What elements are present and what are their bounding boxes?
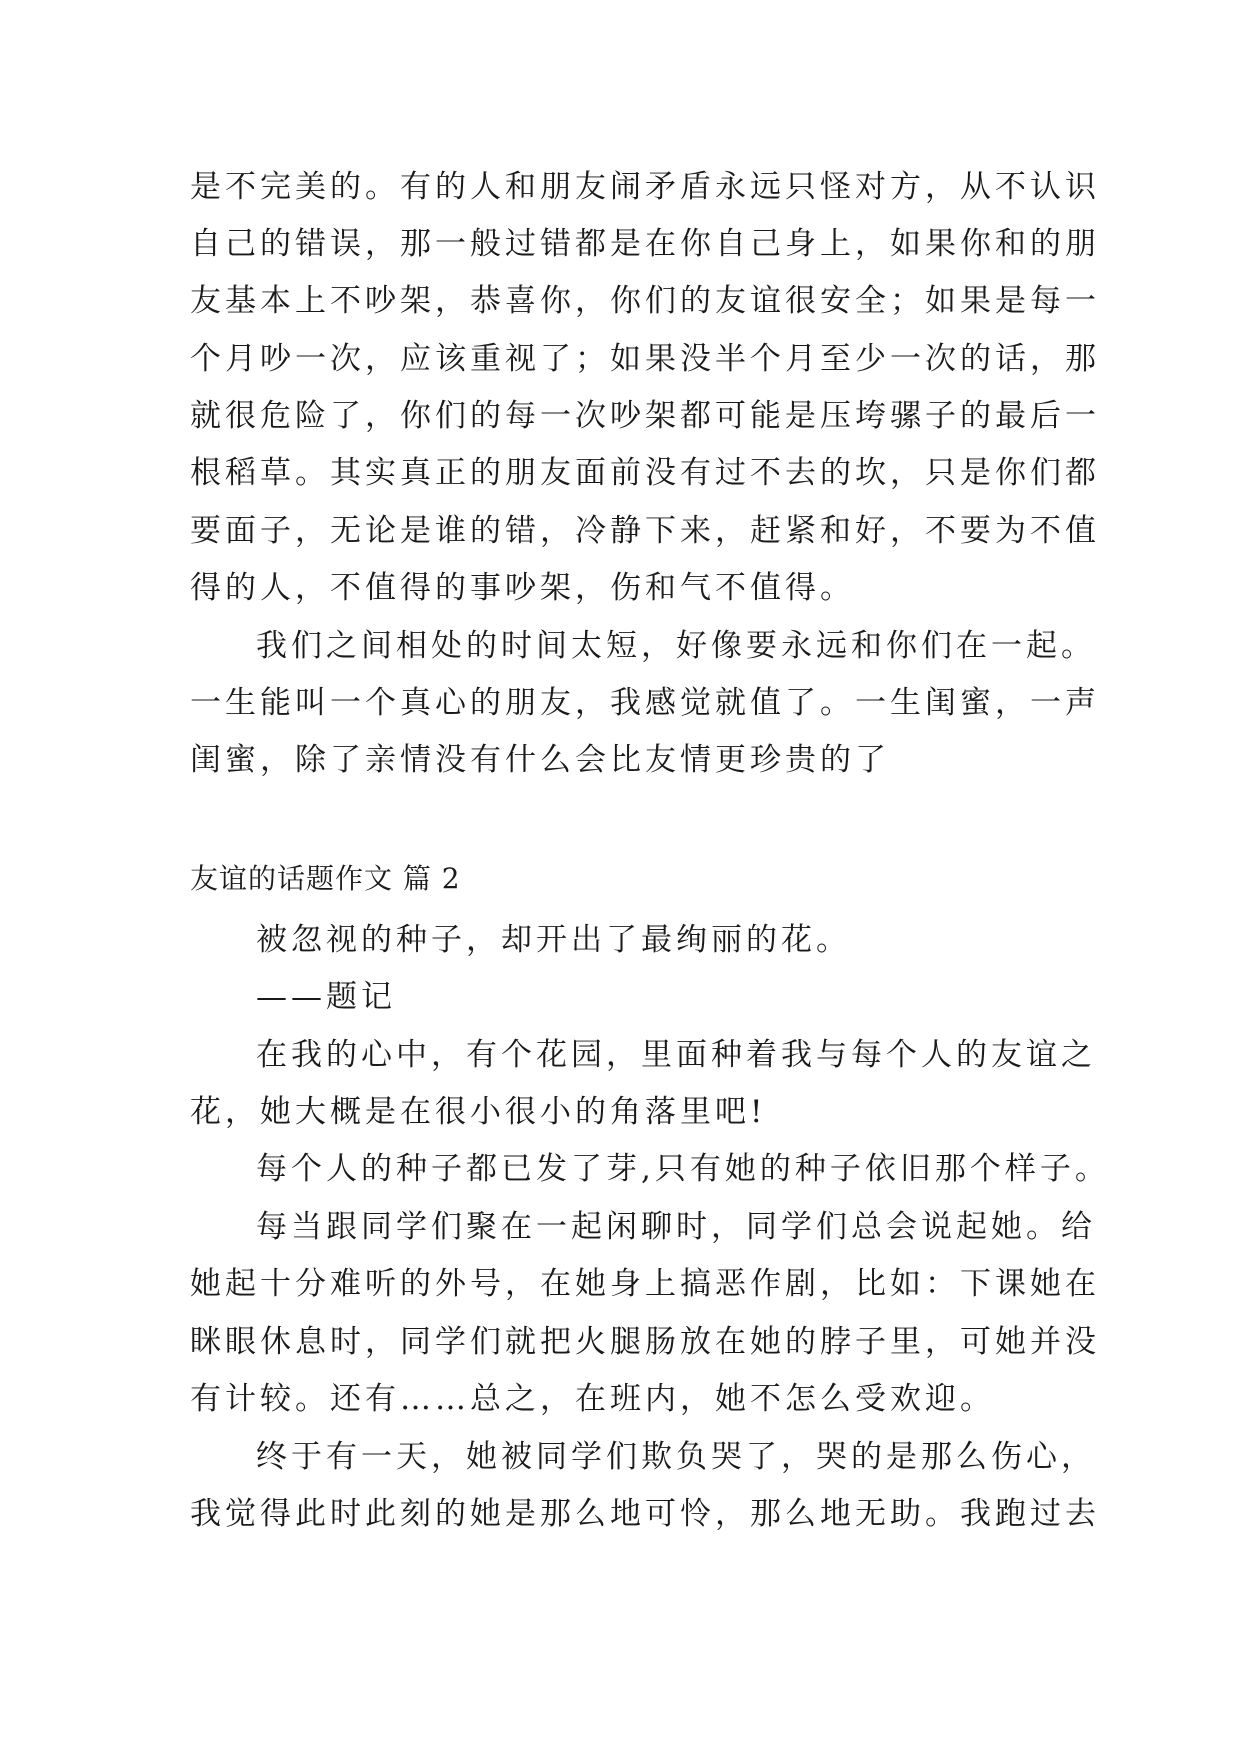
paragraph-line: 闺蜜，除了亲情没有什么会比友情更珍贵的了 [190, 742, 890, 778]
paragraph-line: 得的人，不值得的事吵架，伤和气不值得。 [190, 570, 855, 606]
paragraph-line: 根稻草。其实真正的朋友面前没有过不去的坎，只是你们都 [190, 455, 1100, 491]
paragraph-line: 终于有一天，她被同学们欺负哭了，哭的是那么伤心， [256, 1439, 1096, 1475]
paragraph-line: 就很危险了，你们的每一次吵架都可能是压垮骡子的最后一 [190, 398, 1100, 434]
paragraph-line: 我们之间相处的时间太短，好像要永远和你们在一起。 [256, 628, 1096, 664]
section-title: 友谊的话题作文 篇 2 [190, 862, 461, 895]
paragraph-line: 在我的心中，有个花园，里面种着我与每个人的友谊之 [256, 1037, 1096, 1073]
paragraph-line: 每个人的种子都已发了芽,只有她的种子依旧那个样子。 [256, 1151, 1110, 1187]
paragraph-line: ——题记 [256, 979, 396, 1015]
paragraph-line: 友基本上不吵架，恭喜你，你们的友谊很安全；如果是每一 [190, 283, 1100, 319]
paragraph-line: 每当跟同学们聚在一起闲聊时，同学们总会说起她。给 [256, 1209, 1096, 1245]
paragraph-line: 一生能叫一个真心的朋友，我感觉就值了。一生闺蜜，一声 [190, 685, 1100, 721]
paragraph-line: 花，她大概是在很小很小的角落里吧! [190, 1094, 767, 1130]
paragraph-line: 她起十分难听的外号，在她身上搞恶作剧，比如：下课她在 [190, 1266, 1100, 1302]
paragraph-line: 眯眼休息时，同学们就把火腿肠放在她的脖子里，可她并没 [190, 1324, 1100, 1360]
paragraph-line: 自己的错误，那一般过错都是在你自己身上，如果你和的朋 [190, 226, 1100, 262]
paragraph-line: 是不完美的。有的人和朋友闹矛盾永远只怪对方，从不认识 [190, 169, 1100, 205]
paragraph-line: 被忽视的种子，却开出了最绚丽的花。 [256, 922, 851, 958]
paragraph-line: 我觉得此时此刻的她是那么地可怜，那么地无助。我跑过去 [190, 1496, 1100, 1532]
paragraph-line: 要面子，无论是谁的错，冷静下来，赶紧和好，不要为不值 [190, 513, 1100, 549]
paragraph-line: 个月吵一次，应该重视了；如果没半个月至少一次的话，那 [190, 341, 1100, 377]
paragraph-line: 有计较。还有……总之，在班内，她不怎么受欢迎。 [190, 1381, 995, 1417]
